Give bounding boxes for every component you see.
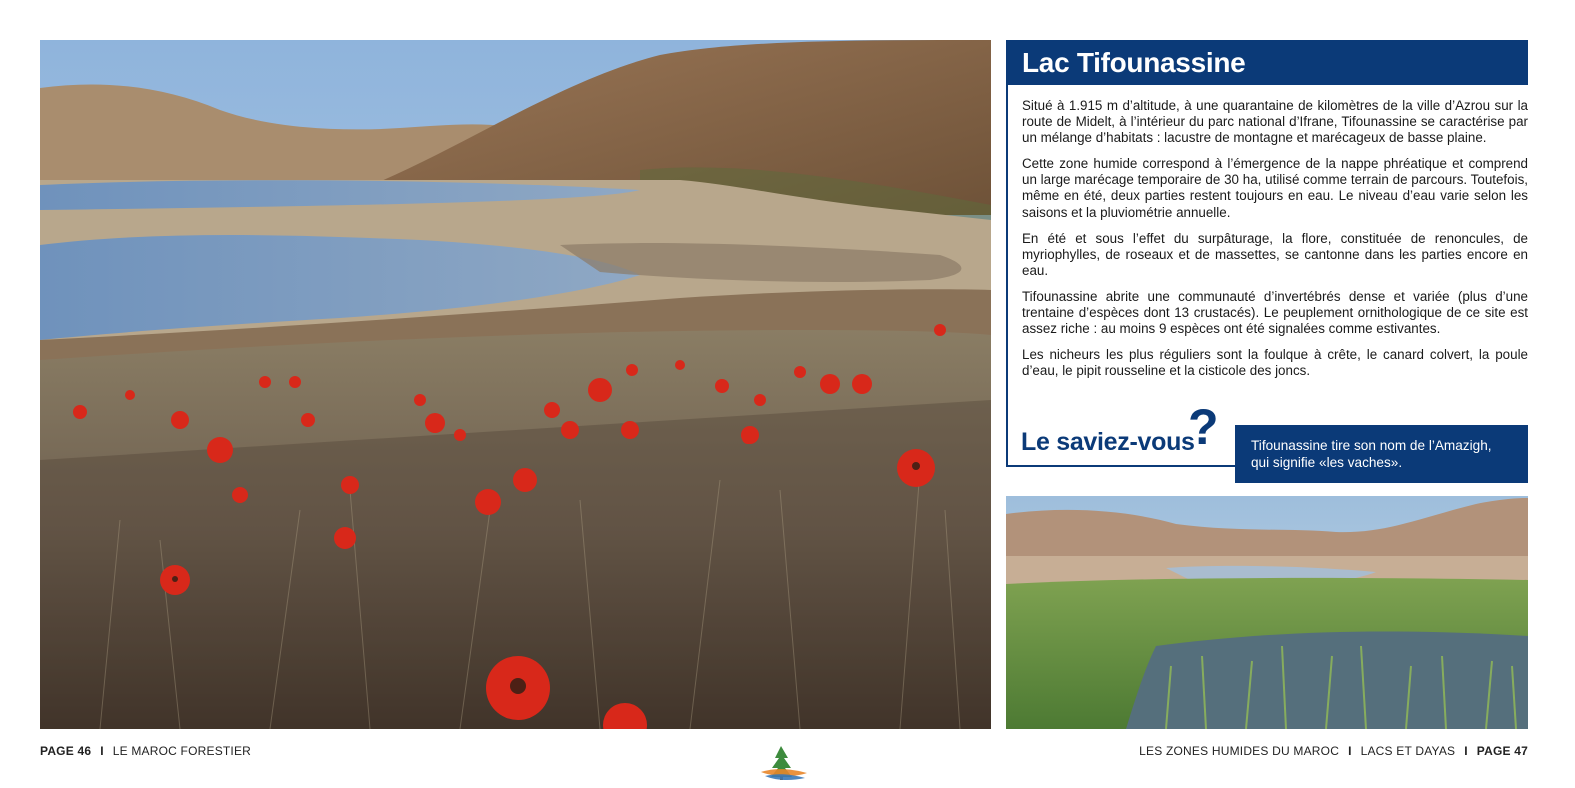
right-section-title: LES ZONES HUMIDES DU MAROC xyxy=(1139,744,1340,758)
lake-with-poppies-photo xyxy=(40,40,991,729)
paragraph: Les nicheurs les plus réguliers sont la foulque à crête, le canard colvert, la poule d’eau, le pipit rousseline et la cisticole des joncs. xyxy=(1022,347,1528,379)
footer-left xyxy=(40,743,251,759)
separator: I xyxy=(1348,744,1352,758)
separator: I xyxy=(1464,744,1468,758)
did-you-know-box: Tifounassine tire son nom de l’Amazigh, qui signifie «les vaches». xyxy=(1235,425,1528,483)
question-mark: ? xyxy=(1188,399,1219,455)
paragraph: Situé à 1.915 m d’altitude, à une quarantaine de kilomètres de la ville d’Azrou sur la route de Midelt, à l’intérieur du parc national d’Ifrane, Tifounassine se caractérise par un mélange d’habitats : lacustre de montagne et marécageux de basse plaine. xyxy=(1022,98,1528,146)
right-page-number: PAGE 47 xyxy=(1476,744,1528,758)
tree-logo-icon xyxy=(759,744,809,782)
footer-right xyxy=(1139,743,1528,759)
right-subsection-title: LACS ET DAYAS xyxy=(1360,744,1456,758)
left-section-title: LE MAROC FORESTIER xyxy=(112,744,252,758)
paragraph: Cette zone humide correspond à l’émergence de la nappe phréatique et comprend un large marécage temporaire de 30 ha, utilisé comme terrain de parcours. Toutefois, même en été, deux parties restent toujours en eau. Le niveau d’eau varie selon les saisons et la pluviométrie annuelle. xyxy=(1022,156,1528,220)
marsh-with-reeds-photo xyxy=(1006,496,1528,729)
left-page-number: PAGE 46 xyxy=(40,744,92,758)
article-title: Lac Tifounassine xyxy=(1006,40,1528,85)
article-body xyxy=(1022,98,1528,389)
did-you-know-title: Le saviez-vous xyxy=(1021,428,1195,456)
paragraph: En été et sous l’effet du surpâturage, la flore, constituée de renoncules, de myriophylles, de roseaux et de massettes, se cantonne dans les parties encore en eau. xyxy=(1022,230,1528,278)
separator: I xyxy=(100,744,104,758)
paragraph: Tifounassine abrite une communauté d’invertébrés dense et variée (plus d’une trentaine d’espèces dont 13 crustacés). Le peuplement ornithologique de ce site est assez riche : au moins 9 espèces ont été signalées comme estivantes. xyxy=(1022,288,1528,337)
